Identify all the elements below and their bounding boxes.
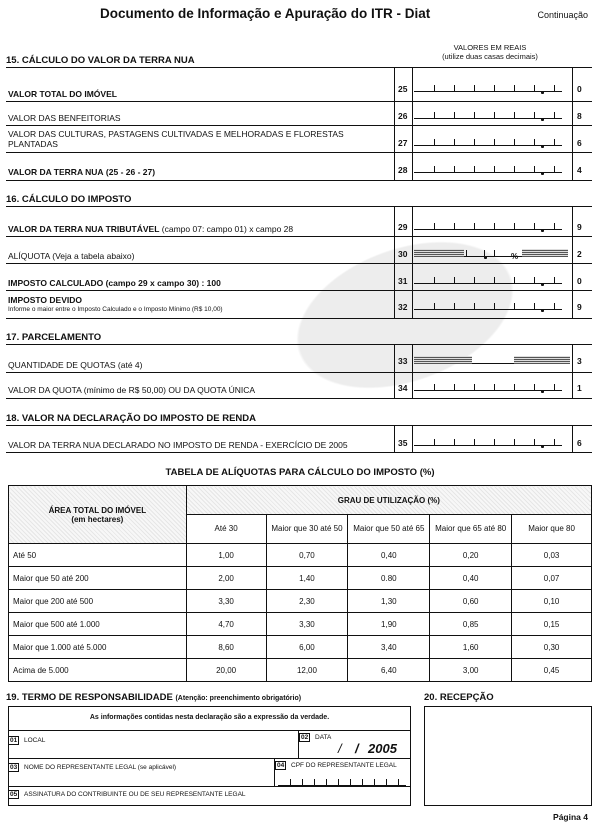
field-05-label: ASSINATURA DO CONTRIBUINTE OU DE SEU REPRESENTANTE LEGAL: [24, 791, 246, 798]
rate-cell: 4,70: [186, 613, 266, 636]
date-slash-1: /: [338, 741, 342, 756]
date-input[interactable]: [300, 741, 410, 757]
rate-cell: 0,03: [512, 544, 592, 567]
field-30-check-digit: 2: [577, 249, 582, 259]
field-26-check-digit: 8: [577, 111, 582, 121]
section-16-title: 16. CÁLCULO DO IMPOSTO: [6, 194, 132, 205]
field-27-label: VALOR DAS CULTURAS, PASTAGENS CULTIVADAS E MELHORADAS E FLORESTAS PLANTADAS: [8, 129, 344, 149]
field-35-number: 35: [398, 438, 408, 448]
field-29-input[interactable]: [414, 220, 562, 230]
field-29-label: VALOR DA TERRA NUA TRIBUTÁVEL (campo 07: campo 01) x campo 28: [8, 224, 294, 234]
row-area: Maior que 500 até 1.000: [9, 613, 187, 636]
field-28-input[interactable]: [414, 163, 562, 173]
rate-cell: 0,07: [512, 567, 592, 590]
field-32-number: 32: [398, 302, 408, 312]
field-31-input[interactable]: [414, 274, 562, 284]
rate-cell: 2,00: [186, 567, 266, 590]
field-33-label: QUANTIDADE DE QUOTAS (até 4): [8, 360, 143, 370]
representative-name-input[interactable]: [10, 771, 272, 785]
rate-cell: 0,70: [266, 544, 348, 567]
field-25-label: VALOR TOTAL DO IMÓVEL: [8, 89, 117, 99]
field-26-number: 26: [398, 111, 408, 121]
field-28-number: 28: [398, 165, 408, 175]
row-area: Maior que 200 até 500: [9, 590, 187, 613]
cpf-input[interactable]: [278, 776, 406, 786]
field-31-label: IMPOSTO CALCULADO (campo 29 x campo 30) : 100: [8, 278, 221, 288]
rate-cell: 6,40: [348, 659, 430, 682]
values-header-line1: VALORES EM REAIS: [453, 43, 527, 52]
field-30-number: 30: [398, 249, 408, 259]
rate-cell: 0,60: [430, 590, 512, 613]
rate-cell: 0,10: [512, 590, 592, 613]
rate-cell: 0,40: [430, 567, 512, 590]
field-03-label: NOME DO REPRESENTANTE LEGAL (se aplicável): [24, 764, 177, 771]
continuation-label: Continuação: [537, 10, 588, 20]
rate-cell: 12,00: [266, 659, 348, 682]
field-01-label: LOCAL: [24, 737, 46, 744]
field-25-input[interactable]: [414, 82, 562, 92]
rate-cell: 3,40: [348, 636, 430, 659]
field-26-label: VALOR DAS BENFEITORIAS: [8, 113, 121, 123]
section-17-title: 17. PARCELAMENTO: [6, 332, 102, 343]
values-header: [430, 43, 550, 61]
field-32-label: IMPOSTO DEVIDO Informe o maior entre o Imposto Calculado e o Imposto Mínimo (R$ 10,00): [8, 295, 223, 313]
field-04-number: 04: [277, 762, 285, 769]
col-header-5: Maior que 80: [512, 515, 592, 544]
col-header-2: Maior que 30 até 50: [266, 515, 348, 544]
field-35-label: VALOR DA TERRA NUA DECLARADO NO IMPOSTO DE RENDA - EXERCÍCIO DE 2005: [8, 440, 348, 450]
col-header-1: Até 30: [186, 515, 266, 544]
field-35-check-digit: 6: [577, 438, 582, 448]
date-year: 2005: [368, 741, 397, 756]
date-slash-2: /: [355, 741, 359, 756]
field-28-label: VALOR DA TERRA NUA (25 - 26 - 27): [8, 167, 156, 177]
table-row: [9, 613, 592, 636]
table-row: [9, 636, 592, 659]
reception-box: [424, 706, 592, 806]
field-32-input[interactable]: [414, 300, 562, 310]
field-02-number: 02: [301, 734, 309, 741]
field-27-number: 27: [398, 138, 408, 148]
field-29-number: 29: [398, 222, 408, 232]
field-29-check-digit: 9: [577, 222, 582, 232]
rate-cell: 0,85: [430, 613, 512, 636]
section-15-title: 15. CÁLCULO DO VALOR DA TERRA NUA: [6, 55, 195, 66]
field-25-check-digit: 0: [577, 84, 582, 94]
field-27-check-digit: 6: [577, 138, 582, 148]
rate-cell: 0.80: [348, 567, 430, 590]
area-header-cell: [9, 486, 187, 544]
section-18-title: 18. VALOR NA DECLARAÇÃO DO IMPOSTO DE RENDA: [6, 413, 257, 424]
rate-cell: 0,30: [512, 636, 592, 659]
document-title: Documento de Informação e Apuração do ITR - Diat: [100, 6, 431, 21]
field-34-input[interactable]: [414, 381, 562, 391]
field-28-check-digit: 4: [577, 165, 582, 175]
field-34-number: 34: [398, 383, 408, 393]
rate-cell: 1,40: [266, 567, 348, 590]
rates-table-title: TABELA DE ALÍQUOTAS PARA CÁLCULO DO IMPOSTO (%): [165, 467, 435, 478]
field-34-check-digit: 1: [577, 383, 582, 393]
field-31-check-digit: 0: [577, 276, 582, 286]
table-row: [9, 590, 592, 613]
field-25-number: 25: [398, 84, 408, 94]
field-35-input[interactable]: [414, 436, 562, 446]
rate-cell: 3,00: [430, 659, 512, 682]
table-row: [9, 659, 592, 682]
field-04-label: CPF DO REPRESENTANTE LEGAL: [291, 762, 397, 769]
table-row: [9, 544, 592, 567]
field-32-check-digit: 9: [577, 302, 582, 312]
field-30-blocked-area: [414, 249, 464, 257]
rate-cell: 0,20: [430, 544, 512, 567]
row-area: Até 50: [9, 544, 187, 567]
page-number: Página 4: [553, 812, 588, 822]
rate-cell: 1,30: [348, 590, 430, 613]
field-30-blocked-area-right: [522, 249, 568, 257]
field-05-number: 05: [10, 791, 18, 798]
field-01-number: 01: [10, 737, 18, 744]
rate-cell: 0,45: [512, 659, 592, 682]
col-header-4: Maior que 65 até 80: [430, 515, 512, 544]
field-26-input[interactable]: [414, 109, 562, 119]
table-row: [9, 567, 592, 590]
rate-cell: 1,90: [348, 613, 430, 636]
area-unit: (em hectares): [71, 514, 124, 524]
rate-cell: 3,30: [266, 613, 348, 636]
field-03-number: 03: [10, 764, 18, 771]
field-30-label: ALÍQUOTA (Veja a tabela abaixo): [8, 251, 135, 261]
rate-cell: 8,60: [186, 636, 266, 659]
field-31-number: 31: [398, 276, 408, 286]
values-header-line2: (utilize duas casas decimais): [442, 52, 538, 61]
row-area: Maior que 50 até 200: [9, 567, 187, 590]
rate-cell: 6,00: [266, 636, 348, 659]
rate-cell: 0,40: [348, 544, 430, 567]
section-19-title: 19. TERMO DE RESPONSABILIDADE (Atenção: preenchimento obrigatório): [6, 692, 302, 703]
rate-cell: 1,00: [186, 544, 266, 567]
percent-sign: %: [511, 252, 519, 261]
field-02-label: DATA: [315, 734, 332, 741]
group-header: GRAU DE UTILIZAÇÃO (%): [186, 486, 591, 515]
row-area: Maior que 1.000 até 5.000: [9, 636, 187, 659]
area-header: ÁREA TOTAL DO IMÓVEL: [48, 505, 147, 515]
rates-table: [8, 485, 592, 682]
rate-cell: 20,00: [186, 659, 266, 682]
field-33-number: 33: [398, 356, 408, 366]
field-33-check-digit: 3: [577, 356, 582, 366]
field-27-input[interactable]: [414, 136, 562, 146]
field-34-label: VALOR DA QUOTA (mínimo de R$ 50,00) OU DA QUOTA ÚNICA: [8, 385, 256, 395]
rate-cell: 1,60: [430, 636, 512, 659]
section-20-title: 20. RECEPÇÃO: [424, 692, 494, 703]
row-area: Acima de 5.000: [9, 659, 187, 682]
field-33-blocked-area: [414, 356, 472, 364]
truth-statement: As informações contidas nesta declaração são a expressão da verdade.: [89, 714, 330, 721]
col-header-3: Maior que 50 até 65: [348, 515, 430, 544]
field-33-blocked-area-right: [514, 356, 570, 364]
rate-cell: 3,30: [186, 590, 266, 613]
rate-cell: 2,30: [266, 590, 348, 613]
signature-input[interactable]: [10, 798, 408, 806]
local-input[interactable]: [10, 744, 295, 758]
rate-cell: 0,15: [512, 613, 592, 636]
